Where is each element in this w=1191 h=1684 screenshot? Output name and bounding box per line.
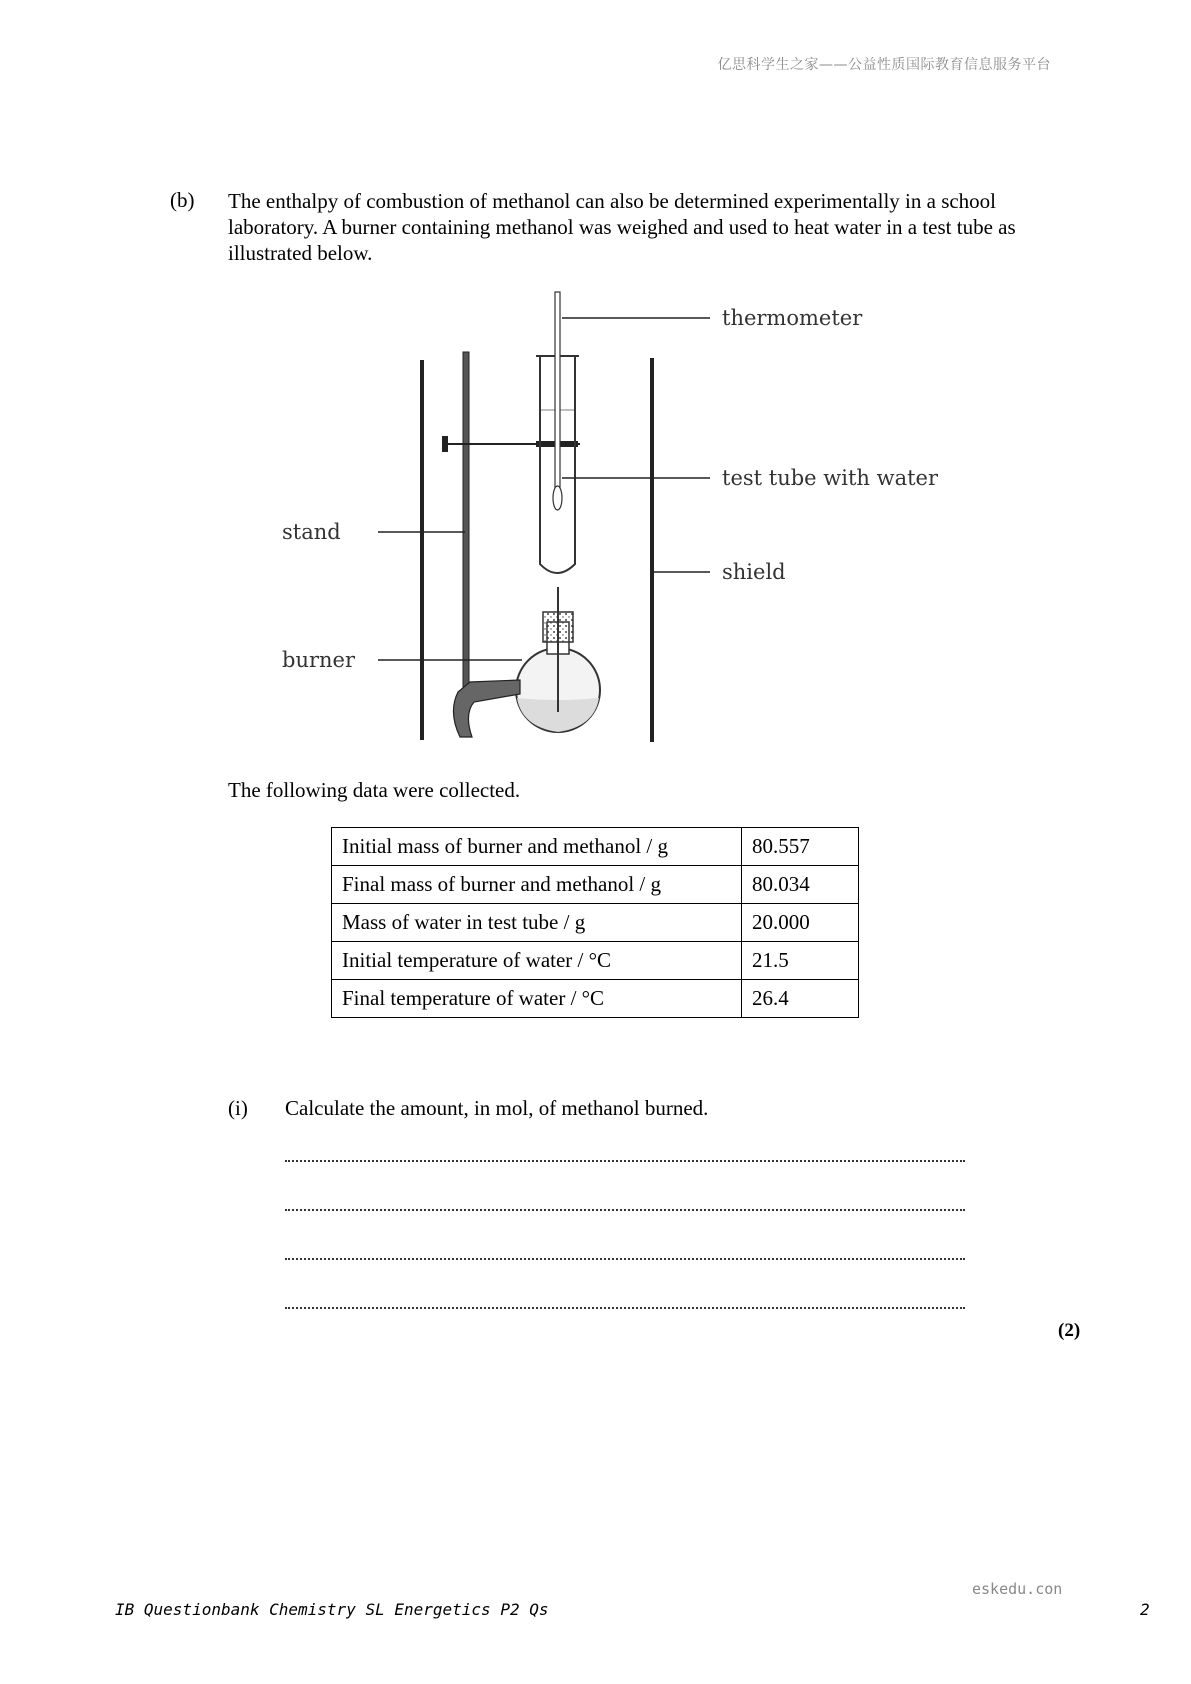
cell-label: Initial mass of burner and methanol / g	[332, 828, 742, 866]
label-stand: stand	[282, 520, 341, 544]
data-table	[331, 827, 859, 1018]
footer-brand: eskedu.con	[972, 1580, 1063, 1598]
header-watermark: 亿思科学生之家——公益性质国际教育信息服务平台	[717, 57, 1051, 73]
data-intro: The following data were collected.	[228, 778, 521, 802]
label-thermometer: thermometer	[722, 306, 863, 330]
label-test-tube: test tube with water	[722, 466, 938, 490]
cell-value: 80.034	[742, 866, 859, 904]
cell-value: 20.000	[742, 904, 859, 942]
subquestion-label: (i)	[228, 1096, 248, 1120]
cell-value: 80.557	[742, 828, 859, 866]
cell-label: Initial temperature of water / °C	[332, 942, 742, 980]
thermometer-stem	[555, 292, 560, 492]
cell-label: Mass of water in test tube / g	[332, 904, 742, 942]
label-burner: burner	[282, 648, 355, 672]
subquestion-text: Calculate the amount, in mol, of methanol burned.	[285, 1096, 709, 1120]
answer-line[interactable]	[285, 1209, 965, 1211]
thermometer-bulb	[553, 486, 562, 510]
page-number: 2	[1140, 1600, 1150, 1619]
clamp-screw	[442, 436, 448, 452]
cell-value: 21.5	[742, 942, 859, 980]
answer-line[interactable]	[285, 1160, 965, 1162]
answer-line[interactable]	[285, 1307, 965, 1309]
question-label: (b)	[170, 188, 195, 212]
cell-label: Final mass of burner and methanol / g	[332, 866, 742, 904]
apparatus-diagram	[270, 282, 940, 752]
table-row	[332, 866, 859, 904]
marks-label: (2)	[1058, 1320, 1081, 1341]
stand-base	[453, 680, 520, 737]
question-text: The enthalpy of combustion of methanol can also be determined experimentally in a school laboratory. A burner containing methanol was weighed and used to heat water in a test tube as illustrated below.	[228, 189, 1016, 265]
label-shield: shield	[722, 560, 786, 584]
cell-value: 26.4	[742, 980, 859, 1018]
answer-line[interactable]	[285, 1258, 965, 1260]
cell-label: Final temperature of water / °C	[332, 980, 742, 1018]
table-row	[332, 980, 859, 1018]
table-row	[332, 904, 859, 942]
table-row	[332, 828, 859, 866]
table-row	[332, 942, 859, 980]
footer-source: IB Questionbank Chemistry SL Energetics P2 Qs	[115, 1600, 549, 1619]
